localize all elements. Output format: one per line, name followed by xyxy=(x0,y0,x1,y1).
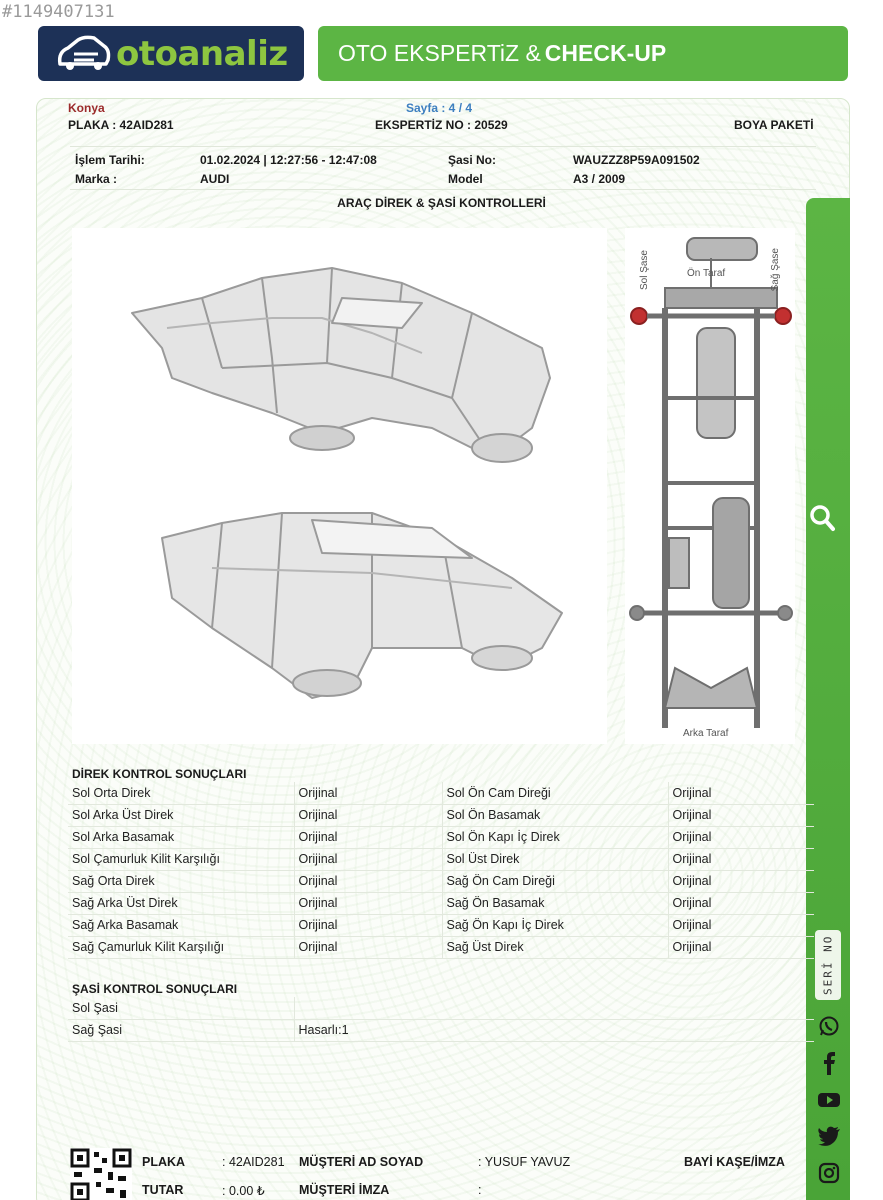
brand-label: Marka : xyxy=(75,172,118,186)
twitter-icon[interactable] xyxy=(816,1123,842,1149)
table-cell: Orijinal xyxy=(294,892,442,914)
table-cell: Sol Ön Cam Direği xyxy=(442,782,668,804)
serial-number-label: SERİ NO xyxy=(815,930,841,1000)
table-cell: Sağ Arka Üst Direk xyxy=(68,892,294,914)
footer-amount-label: TUTAR xyxy=(142,1183,184,1197)
plate-number: PLAKA : 42AID281 xyxy=(68,118,174,132)
page-indicator: Sayfa : 4 / 4 xyxy=(406,101,473,115)
brand-value: AUDI xyxy=(200,172,230,186)
table-row xyxy=(68,936,814,958)
date-label: İşlem Tarihi: xyxy=(75,153,145,167)
chassis-table-title: ŞASİ KONTROL SONUÇLARI xyxy=(72,982,238,996)
table-cell: Orijinal xyxy=(294,826,442,848)
table-cell: Sol Arka Üst Direk xyxy=(68,804,294,826)
table-row xyxy=(68,804,814,826)
footer-amount-value: : 0.00 ₺ xyxy=(222,1184,265,1198)
table-row xyxy=(68,782,814,804)
table-row xyxy=(68,1019,814,1041)
table-cell: Sağ Ön Basamak xyxy=(442,892,668,914)
customer-name-label: MÜŞTERİ AD SOYAD xyxy=(299,1155,424,1169)
search-icon[interactable] xyxy=(807,500,837,536)
front-side-label: Ön Taraf xyxy=(687,268,726,279)
youtube-icon[interactable] xyxy=(816,1087,842,1113)
table-cell: Sol Çamurluk Kilit Karşılığı xyxy=(68,848,294,870)
report-footer xyxy=(68,1145,814,1200)
table-cell: Orijinal xyxy=(294,936,442,958)
table-row xyxy=(68,997,814,1019)
table-cell: Orijinal xyxy=(668,804,814,826)
car-body-illustration xyxy=(72,228,607,744)
table-row xyxy=(68,870,814,892)
table-cell: Orijinal xyxy=(668,914,814,936)
qr-code-icon xyxy=(70,1148,132,1200)
chassis-no-value: WAUZZZ8P59A091502 xyxy=(573,153,700,167)
table-cell: Sol Ön Basamak xyxy=(442,804,668,826)
model-label: Model xyxy=(448,172,483,186)
model-value: A3 / 2009 xyxy=(573,172,626,186)
instagram-icon[interactable] xyxy=(816,1160,842,1186)
expertise-number: EKSPERTİZ NO : 20529 xyxy=(375,118,508,132)
car-logo-icon xyxy=(54,34,112,74)
table-cell: Hasarlı:1 xyxy=(294,1019,814,1041)
table-cell: Sağ Orta Direk xyxy=(68,870,294,892)
otoanaliz-logo xyxy=(38,26,304,81)
section-title: ARAÇ DİREK & ŞASİ KONTROLLERİ xyxy=(337,196,546,210)
table-cell: Sağ Üst Direk xyxy=(442,936,668,958)
logo-wordmark: otoanaliz xyxy=(116,33,288,74)
table-cell xyxy=(294,997,814,1019)
table-cell: Orijinal xyxy=(294,848,442,870)
pillar-table-title: DİREK KONTROL SONUÇLARI xyxy=(72,767,247,781)
image-id-watermark: #1149407131 xyxy=(2,2,115,22)
table-row xyxy=(68,914,814,936)
table-cell: Sağ Ön Cam Direği xyxy=(442,870,668,892)
table-row xyxy=(68,826,814,848)
table-cell: Sol Şasi xyxy=(68,997,294,1019)
table-cell: Sağ Şasi xyxy=(68,1019,294,1041)
banner-title: OTO EKSPERTiZ & xyxy=(338,40,541,66)
city-label: Konya xyxy=(68,101,105,115)
table-cell: Orijinal xyxy=(668,870,814,892)
right-chassis-label: Sağ Şase xyxy=(770,248,781,292)
table-cell: Sol Ön Kapı İç Direk xyxy=(442,826,668,848)
table-cell: Orijinal xyxy=(668,936,814,958)
table-cell: Orijinal xyxy=(294,914,442,936)
table-cell: Sol Orta Direk xyxy=(68,782,294,804)
vehicle-info-grid xyxy=(70,146,816,190)
chassis-results-table xyxy=(68,997,814,1042)
report-banner xyxy=(318,26,848,81)
customer-name-value: : YUSUF YAVUZ xyxy=(478,1155,571,1169)
table-cell: Orijinal xyxy=(668,892,814,914)
left-chassis-label: Sol Şase xyxy=(639,250,650,291)
banner-title-bold: CHECK-UP xyxy=(544,40,667,66)
table-row xyxy=(68,892,814,914)
customer-signature-label: MÜŞTERİ İMZA xyxy=(299,1183,390,1197)
pillar-results-table xyxy=(68,782,814,959)
rear-side-label: Arka Taraf xyxy=(683,728,729,739)
table-row xyxy=(68,848,814,870)
chassis-no-label: Şasi No: xyxy=(448,153,497,167)
chassis-frame-illustration xyxy=(625,228,795,744)
table-cell: Orijinal xyxy=(294,804,442,826)
table-cell: Sağ Ön Kapı İç Direk xyxy=(442,914,668,936)
footer-plate-value: : 42AID281 xyxy=(222,1155,285,1169)
facebook-icon[interactable] xyxy=(816,1050,842,1076)
table-cell: Orijinal xyxy=(668,826,814,848)
table-cell: Orijinal xyxy=(294,870,442,892)
footer-plate-label: PLAKA xyxy=(142,1155,186,1169)
dealer-stamp-label: BAYİ KAŞE/İMZA xyxy=(684,1155,785,1169)
date-value: 01.02.2024 | 12:27:56 - 12:47:08 xyxy=(200,153,377,167)
table-cell: Sol Üst Direk xyxy=(442,848,668,870)
table-cell: Sol Arka Basamak xyxy=(68,826,294,848)
package-name: BOYA PAKETİ xyxy=(734,118,814,132)
whatsapp-icon[interactable] xyxy=(816,1013,842,1039)
table-cell: Orijinal xyxy=(294,782,442,804)
customer-signature-value: : xyxy=(478,1183,482,1197)
table-cell: Orijinal xyxy=(668,848,814,870)
table-cell: Sağ Arka Basamak xyxy=(68,914,294,936)
table-cell: Orijinal xyxy=(668,782,814,804)
table-cell: Sağ Çamurluk Kilit Karşılığı xyxy=(68,936,294,958)
